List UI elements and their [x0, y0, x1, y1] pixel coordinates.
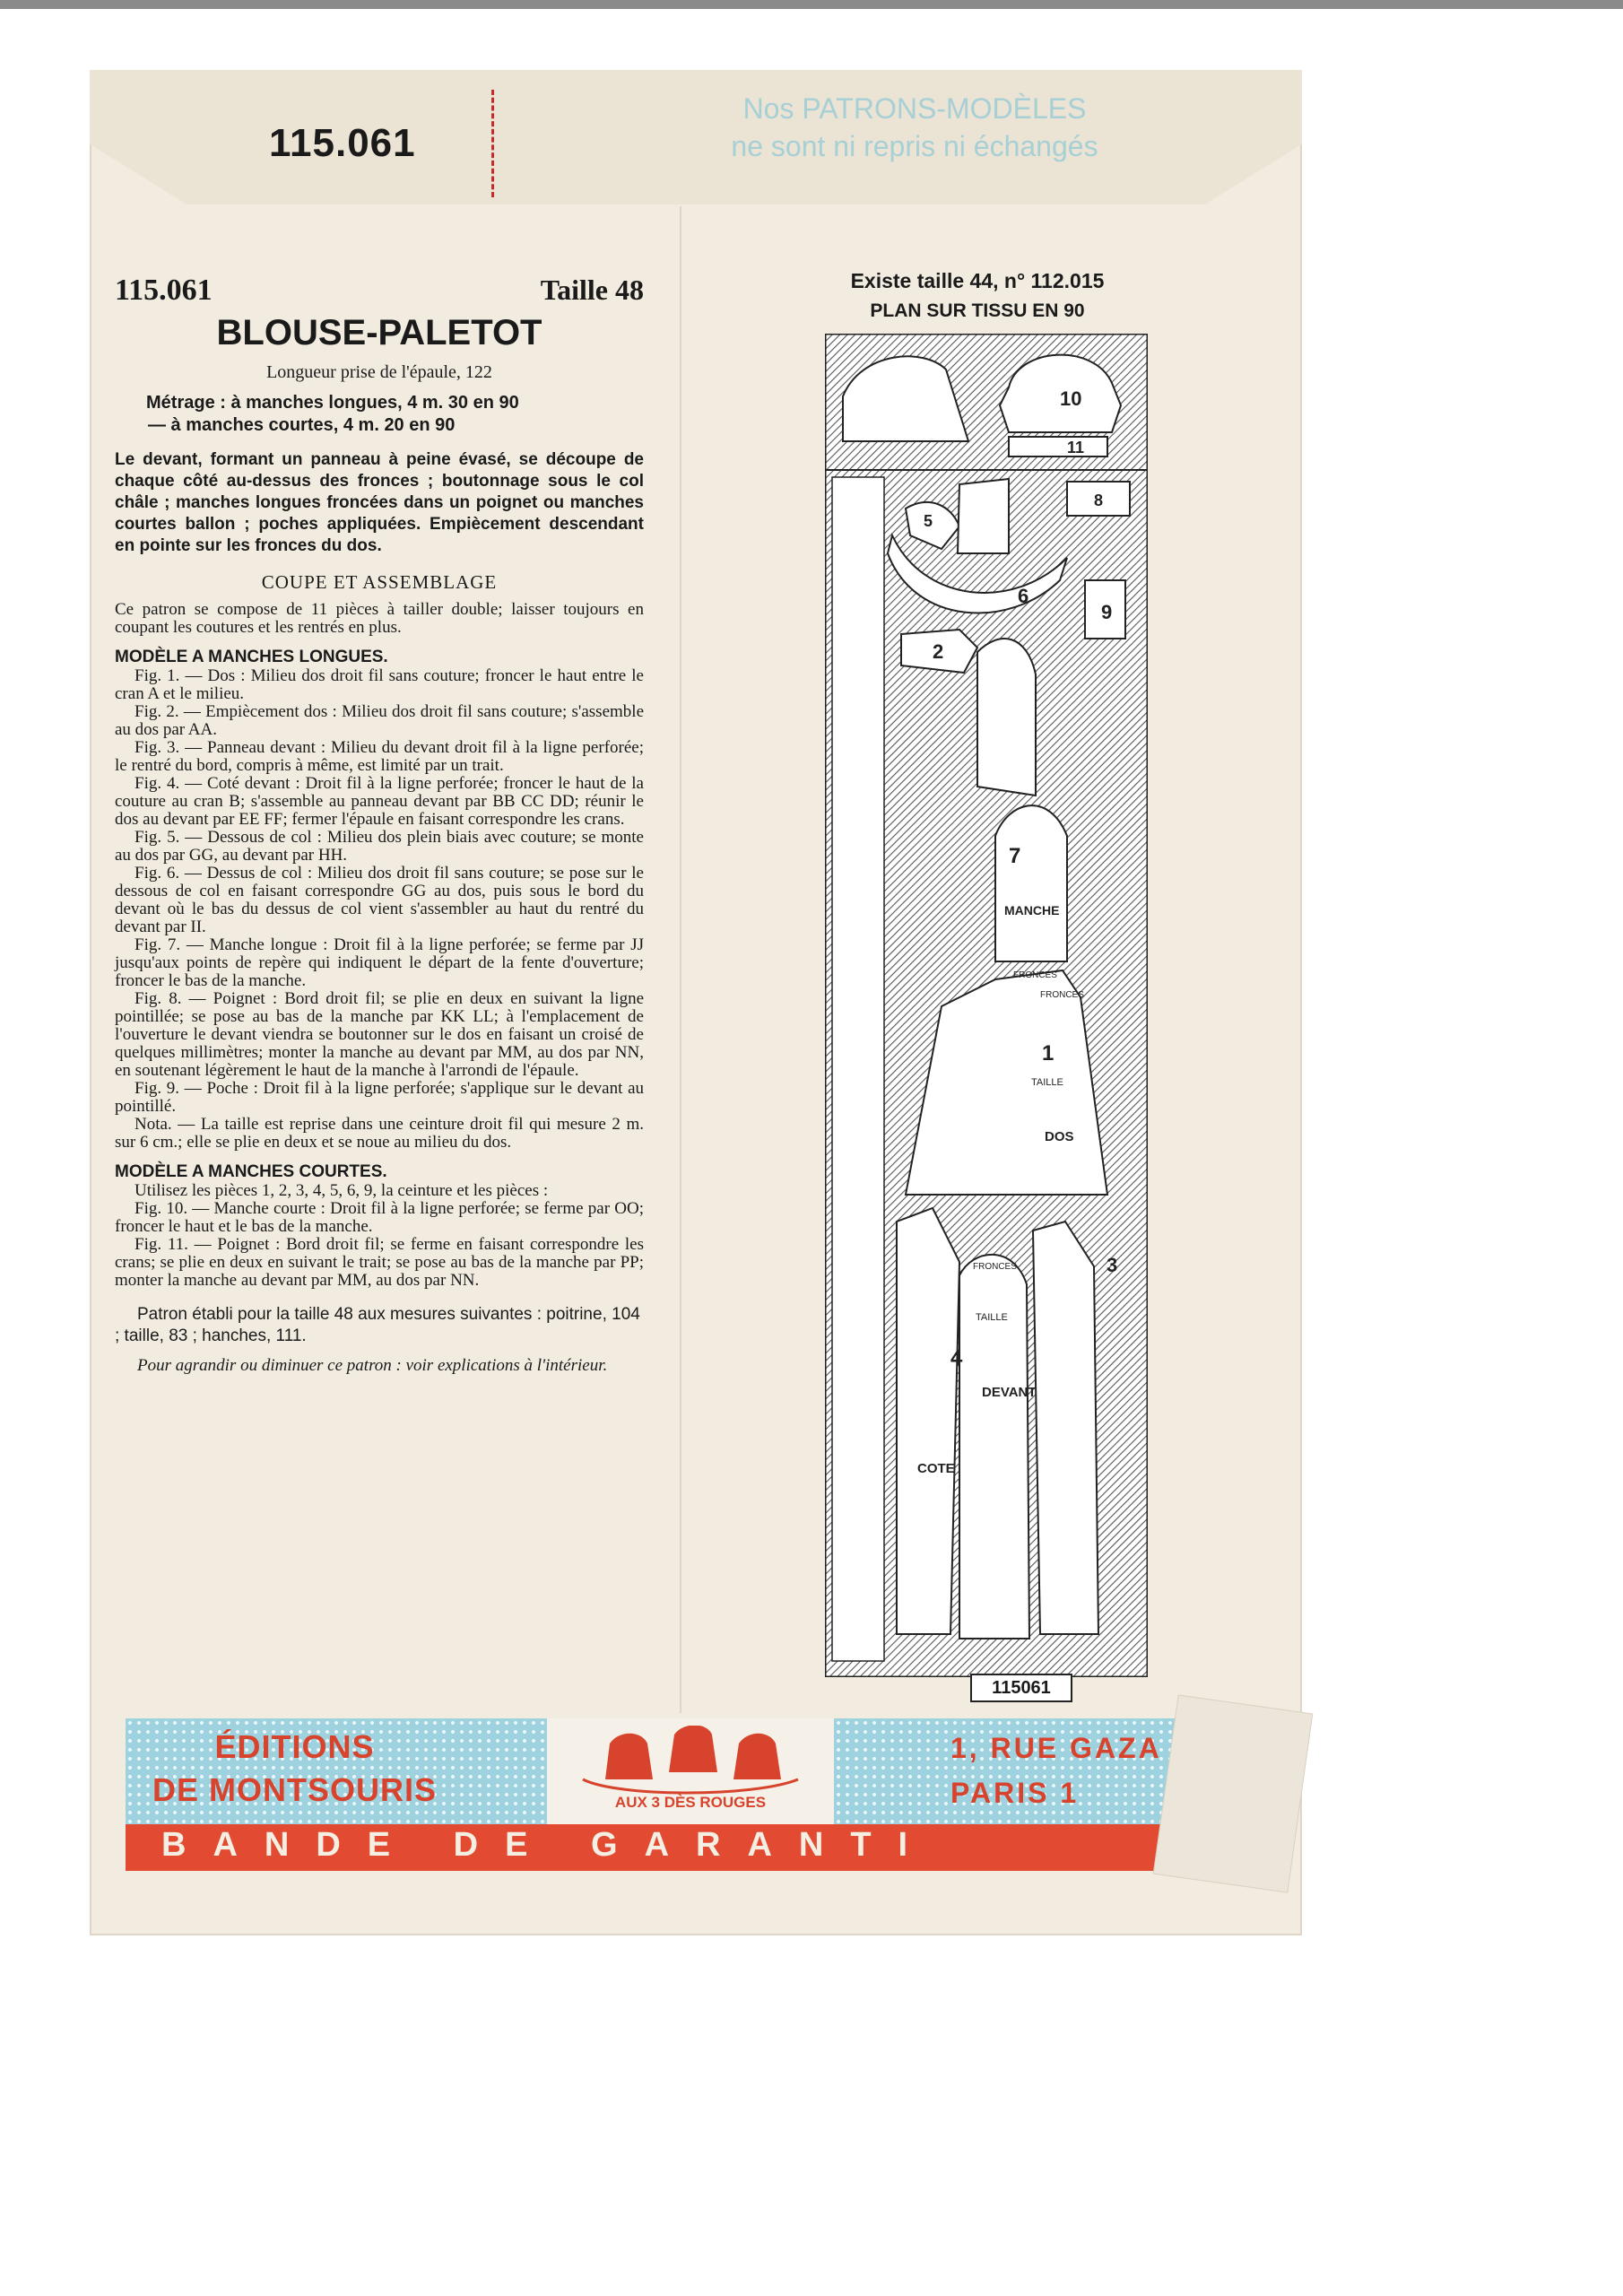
yardage-long: Métrage : à manches longues, 4 m. 30 en 90 [146, 393, 519, 413]
piece-7 [995, 805, 1067, 961]
label-taille-2: TAILLE [976, 1312, 1008, 1323]
thimbles-icon [574, 1726, 807, 1797]
label-6: 6 [1018, 585, 1029, 607]
thimble-left [605, 1734, 653, 1779]
thimble-center [669, 1726, 717, 1772]
layout-title: PLAN SUR TISSU EN 90 [870, 300, 1085, 321]
label-taille-1: TAILLE [1031, 1077, 1063, 1088]
piece-lower-left [897, 1208, 959, 1634]
thread-curve [583, 1779, 798, 1793]
publisher-line-1: ÉDITIONS [214, 1728, 375, 1765]
piece-3 [1033, 1222, 1098, 1634]
pattern-size: Taille 48 [540, 274, 644, 306]
yardage-short: — à manches courtes, 4 m. 20 en 90 [148, 415, 456, 435]
short-sleeve-heading: MODÈLE A MANCHES COURTES. [115, 1162, 387, 1181]
guarantee-text: BANDE DE GARANTI [161, 1826, 935, 1864]
piece-top-square [958, 479, 1009, 553]
label-2: 2 [933, 640, 944, 663]
intro-text: Ce patron se compose de 11 pièces à tailler double; laisser toujours en coupant les coutures et les rentrés en plus. [115, 600, 644, 637]
short-sleeve-steps [115, 1182, 644, 1290]
stamp-line-1: Nos PATRONS-MODÈLES [742, 92, 1087, 125]
section-title: COUPE ET ASSEMBLAGE [261, 571, 498, 593]
fig-step: Fig. 10. — Manche courte : Droit fil à la ligne perforée; se ferme par OO; froncer le haut et le bas de la manche. [115, 1199, 644, 1236]
stamp-line-2: ne sont ni repris ni échangés [731, 130, 1098, 162]
label-11: 11 [1067, 439, 1085, 457]
measurements-note: Patron établi pour la taille 48 aux mesures suivantes : poitrine, 104 ; taille, 83 ; hanches, 111. [115, 1305, 640, 1345]
fig-step: Nota. — La taille est reprise dans une ceinture droit fil qui mesure 2 m. sur 6 cm.; elle se plie en deux et se noue au milieu du dos. [115, 1115, 644, 1152]
publisher-name [152, 1726, 437, 1812]
fig-step: Fig. 7. — Manche longue : Droit fil à la ligne perforée; se ferme par JJ jusqu'aux points de repère qui indiquent le départ de la fente d'ouverture; froncer le bas de la manche. [115, 935, 644, 990]
band-red-strip [126, 1824, 1202, 1871]
label-manche: MANCHE [1004, 903, 1060, 918]
thimble-right [733, 1734, 781, 1779]
fig-step: Fig. 4. — Coté devant : Droit fil à la ligne perforée; froncer le haut de la couture au cran B; s'assemble au panneau devant par BB CC DD; réunir le dos au devant par EE FF; fermer l'épaule en faisant correspondre les crans. [115, 774, 644, 829]
label-fronces-3: FRONCES [973, 1262, 1017, 1272]
label-3: 3 [1107, 1254, 1118, 1276]
fig-step: Fig. 5. — Dessous de col : Milieu dos plein biais avec couture; se monte au dos par GG, au devant par HH. [115, 828, 644, 865]
long-sleeve-steps [115, 667, 644, 1152]
column-divider [680, 206, 681, 1713]
label-1: 1 [1042, 1041, 1055, 1065]
brand-logo-text: AUX 3 DÈS ROUGES [614, 1794, 767, 1811]
publisher-address [950, 1726, 1162, 1815]
fig-step: Fig. 3. — Panneau devant : Milieu du devant droit fil à la ligne perforée; le rentré du bord, compris à même, est limité par un trait. [115, 738, 644, 775]
fig-step: Fig. 2. — Empiècement dos : Milieu dos droit fil sans couture; s'assemble au dos par AA. [115, 702, 644, 739]
label-9: 9 [1101, 601, 1113, 623]
label-dos: DOS [1045, 1129, 1074, 1144]
alt-size-note: Existe taille 44, n° 112.015 [850, 269, 1105, 292]
fabric-layout-diagram [825, 334, 1148, 1677]
model-description: Le devant, formant un panneau à peine évasé, se découpe de chaque côté au-dessus des fronces ; boutonnage sous le col châle ; manches longues froncées dans un poignet ou manches courtes ballon ; poches appliquées. Empiècement descendant en pointe sur les fronces du dos. [115, 450, 644, 555]
long-sleeve-heading: MODÈLE A MANCHES LONGUES. [115, 648, 388, 666]
label-devant: DEVANT [982, 1385, 1037, 1400]
label-fronces-1: FRONCES [1013, 970, 1057, 980]
label-8: 8 [1094, 491, 1104, 509]
fig-step: Fig. 6. — Dessus de col : Milieu dos droit fil sans couture; se pose sur le dessous de col en faisant correspondre GG au dos, puis sous le bord du devant où le bas du dessus de col vient s'assembler au haut du rentré du devant par II. [115, 864, 644, 936]
scan-border [0, 0, 1623, 9]
tear-line [491, 90, 494, 197]
pattern-title: BLOUSE-PALETOT [216, 313, 542, 352]
length-note: Longueur prise de l'épaule, 122 [266, 362, 492, 382]
fig-step: Utilisez les pièces 1, 2, 3, 4, 5, 6, 9, la ceinture et les pièces : [135, 1181, 549, 1200]
layout-header [789, 269, 1166, 322]
label-7: 7 [1009, 844, 1021, 868]
envelope-code: 115.061 [269, 121, 416, 165]
label-cote: COTE [917, 1461, 955, 1476]
fig-step: Fig. 11. — Poignet : Bord droit fil; se ferme en faisant correspondre les crans; se plie en deux en suivant le trait; se pose au bas de la manche par PP; monter la manche au devant par MM, au dos par NN. [115, 1235, 644, 1290]
publisher-line-2: DE MONTSOURIS [152, 1771, 438, 1808]
tape-piece [1154, 1696, 1312, 1892]
selvage-strip [832, 477, 884, 1661]
resize-note: Pour agrandir ou diminuer ce patron : voir explications à l'intérieur. [137, 1356, 608, 1375]
label-fronces-2: FRONCES [1040, 990, 1084, 1000]
pattern-header [115, 274, 644, 308]
address-line-1: 1, RUE GAZA [950, 1732, 1162, 1764]
fig-step: Fig. 1. — Dos : Milieu dos droit fil sans couture; froncer le haut entre le cran A et le milieu. [115, 666, 644, 703]
label-10: 10 [1060, 387, 1082, 410]
label-4: 4 [950, 1346, 963, 1370]
fig-step: Fig. 9. — Poche : Droit fil à la ligne perforée; s'applique sur le devant au pointillé. [115, 1079, 644, 1116]
piece-11 [1009, 437, 1107, 457]
fig-step: Fig. 8. — Poignet : Bord droit fil; se plie en deux en suivant la ligne pointillée; se pose au bas de la manche par KK LL; à l'emplacement de l'ouverture le devant viendra se boutonner sur le dos en faisant un croisé de quelques millimètres; monter la manche au devant par MM, au dos par NN, en soutenant légèrement le haut de la manche à l'arrondi de l'épaule. [115, 989, 644, 1080]
instructions-column [115, 274, 644, 1376]
layout-number: 115061 [970, 1674, 1072, 1702]
address-line-2: PARIS 1 [950, 1777, 1080, 1809]
pattern-number: 115.061 [115, 274, 213, 307]
fabric-yardage [146, 392, 644, 437]
guarantee-band [126, 1718, 1202, 1871]
return-policy-stamp [681, 90, 1148, 165]
label-5: 5 [924, 512, 933, 530]
piece-sleeve-long [977, 639, 1036, 796]
